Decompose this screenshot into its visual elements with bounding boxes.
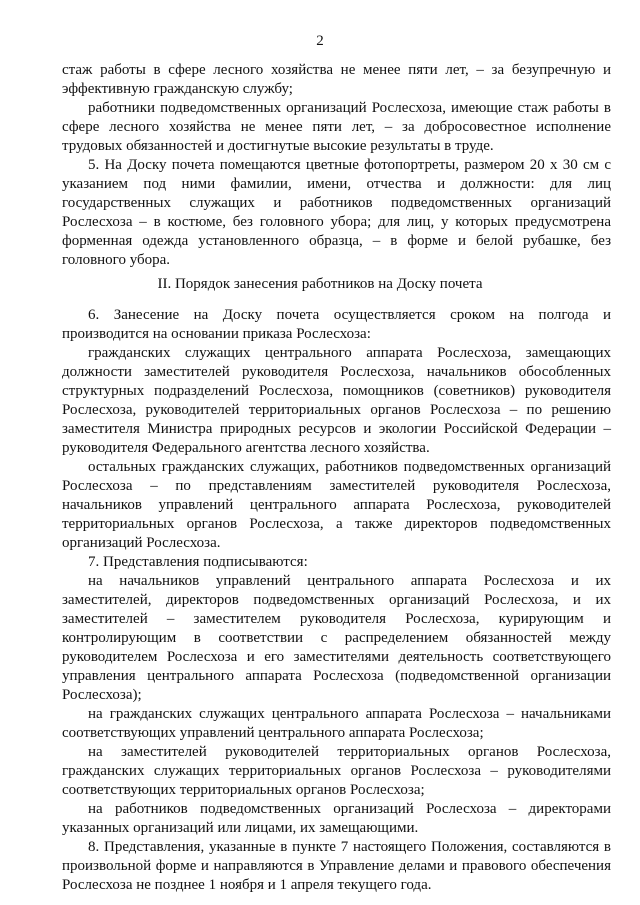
text-line: структурных подразделений Рослесхоза, помощников (советников) руководителя bbox=[62, 383, 611, 399]
text-line: трудовых обязанностей и достигнутые высокие результаты в труде. bbox=[62, 138, 494, 154]
text-line: Рослесхоза, руководителей территориальных органов Рослесхоза – по решению bbox=[62, 402, 611, 418]
text-line: государственных служащих и работников подведомственных организаций bbox=[62, 195, 611, 211]
text-line: руководителем Рослесхоза и его заместителями деятельность соответствующего bbox=[62, 649, 611, 665]
text-line: заместителей, директоров подведомственных организаций Рослесхоза, и их bbox=[62, 592, 611, 608]
text-line: контролирующим в соответствии с распределением обязанностей между bbox=[62, 630, 611, 646]
text-line: указанных организаций или лицами, их замещающими. bbox=[62, 820, 419, 836]
text-line: эффективную гражданскую службу; bbox=[62, 81, 293, 97]
text-line: остальных гражданских служащих, работников подведомственных организаций bbox=[88, 459, 611, 475]
text-line: 8. Представления, указанные в пункте 7 настоящего Положения, составляются в bbox=[88, 839, 611, 855]
text-line: Рослесхоза – по представлениям заместителей руководителя Рослесхоза, bbox=[62, 478, 611, 494]
text-line: головного убора. bbox=[62, 252, 171, 268]
section-heading: II. Порядок занесения работников на Доску почета bbox=[157, 276, 483, 292]
text-line: на заместителей руководителей территориальных органов Рослесхоза, bbox=[88, 744, 611, 760]
text-line: 7. Представления подписываются: bbox=[88, 554, 308, 570]
text-line: территориальных органов Рослесхоза, а также директоров подведомственных bbox=[62, 516, 611, 532]
text-line: производится на основании приказа Рослесхоза: bbox=[62, 326, 371, 342]
text-line: управления центрального аппарата Рослесхоза (подведомственной организации bbox=[62, 668, 611, 684]
text-line: соответствующих управлений центрального аппарата Рослесхоза; bbox=[62, 725, 484, 741]
text-line: заместителей – заместителем руководителя Рослесхоза, курирующим и bbox=[62, 611, 611, 627]
text-line: руководителя Федерального агентства лесного хозяйства. bbox=[62, 440, 430, 456]
text-line: организаций Рослесхоза. bbox=[62, 535, 221, 551]
text-line: Рослесхоза – в костюме, без головного убора; для лиц, у которых предусмотрена bbox=[62, 214, 611, 230]
text-line: Рослесхоза); bbox=[62, 687, 142, 703]
text-line: на работников подведомственных организаций Рослесхоза – директорами bbox=[88, 801, 611, 817]
page-number: 2 bbox=[316, 33, 324, 49]
text-line: указанием под ними фамилии, имени, отчества и должности: для лиц bbox=[62, 176, 611, 192]
text-line: стаж работы в сфере лесного хозяйства не менее пяти лет, – за безупречную и bbox=[62, 62, 611, 78]
text-line: форменная одежда установленного образца, – в форме и белой рубашке, без bbox=[62, 233, 611, 249]
text-line: работники подведомственных организаций Рослесхоза, имеющие стаж работы в bbox=[88, 100, 611, 116]
text-line: 6. Занесение на Доску почета осуществляется сроком на полгода и bbox=[88, 307, 611, 323]
text-line: Рослесхоза не позднее 1 ноября и 1 апреля текущего года. bbox=[62, 877, 432, 893]
text-line: начальников управлений центрального аппарата Рослесхоза, руководителей bbox=[62, 497, 611, 513]
text-line: 5. На Доску почета помещаются цветные фотопортреты, размером 20 х 30 см с bbox=[88, 157, 611, 173]
text-line: гражданских служащих территориальных органов Рослесхоза – руководителями bbox=[62, 763, 611, 779]
text-line: должности заместителей руководителя Рослесхоза, начальников обособленных bbox=[62, 364, 611, 380]
text-line: на гражданских служащих центрального аппарата Рослесхоза – начальниками bbox=[88, 706, 611, 722]
text-line: на начальников управлений центрального аппарата Рослесхоза и их bbox=[88, 573, 611, 589]
text-line: сфере лесного хозяйства не менее пяти лет, – за добросовестное исполнение bbox=[62, 119, 611, 135]
text-line: соответствующих территориальных органов Рослесхоза; bbox=[62, 782, 425, 798]
text-line: произвольной форме и направляются в Управление делами и правового обеспечения bbox=[62, 858, 611, 874]
text-line: заместителя Министра природных ресурсов и экологии Российской Федерации – bbox=[62, 421, 611, 437]
text-line: гражданских служащих центрального аппарата Рослесхоза, замещающих bbox=[88, 345, 611, 361]
